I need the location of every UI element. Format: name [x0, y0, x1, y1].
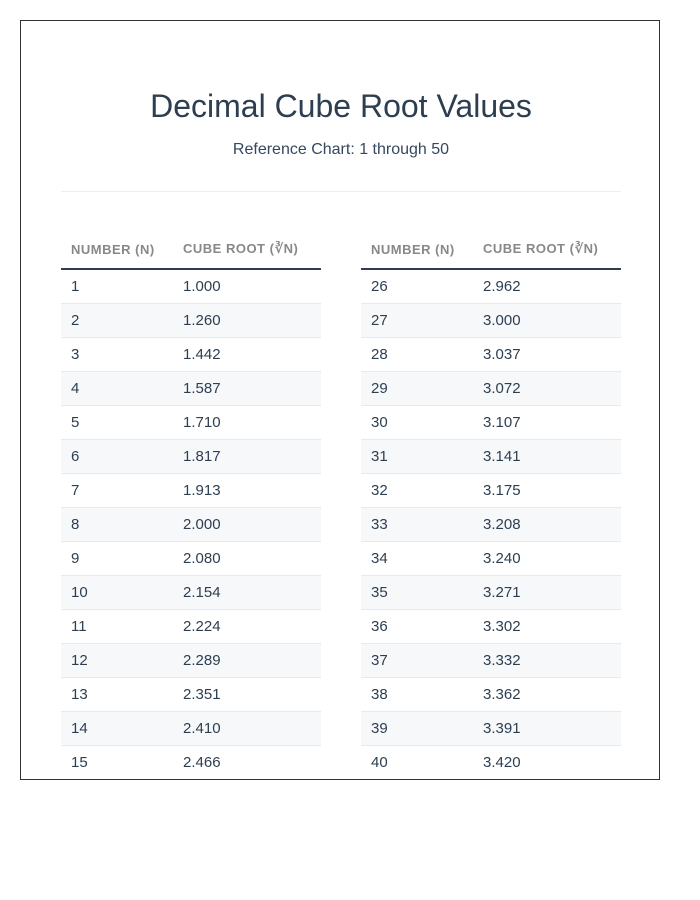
- table-row: [361, 337, 621, 371]
- table-header-row: [361, 230, 621, 269]
- table-row: [61, 677, 321, 711]
- cell-cube-root: 2.410: [173, 711, 321, 745]
- cell-cube-root: 2.466: [173, 745, 321, 779]
- cell-number: 29: [361, 371, 473, 405]
- page-title: Decimal Cube Root Values: [150, 88, 532, 124]
- cell-number: 31: [361, 439, 473, 473]
- cell-cube-root: 1.710: [173, 405, 321, 439]
- cell-number: 26: [361, 269, 473, 303]
- column-header-cube-root: CUBE ROOT (∛N): [173, 230, 321, 269]
- table-row: [61, 303, 321, 337]
- cell-cube-root: 1.817: [173, 439, 321, 473]
- table-row: [361, 643, 621, 677]
- table-row: [61, 711, 321, 745]
- table-row: [61, 405, 321, 439]
- cell-cube-root: 3.420: [473, 745, 621, 779]
- cell-number: 12: [61, 643, 173, 677]
- cell-cube-root: 3.037: [473, 337, 621, 371]
- cell-number: 34: [361, 541, 473, 575]
- cell-number: 11: [61, 609, 173, 643]
- table-row: [361, 473, 621, 507]
- table-row: [361, 541, 621, 575]
- table-row: [61, 371, 321, 405]
- table-body-left: [61, 269, 321, 779]
- table-row: [361, 405, 621, 439]
- cell-cube-root: 2.351: [173, 677, 321, 711]
- table-row: [361, 269, 621, 303]
- cell-cube-root: 3.302: [473, 609, 621, 643]
- table-row: [361, 371, 621, 405]
- cell-cube-root: 3.175: [473, 473, 621, 507]
- column-header-number: NUMBER (N): [61, 230, 173, 269]
- cell-cube-root: 1.442: [173, 337, 321, 371]
- cell-number: 3: [61, 337, 173, 371]
- cell-number: 39: [361, 711, 473, 745]
- cell-cube-root: 3.332: [473, 643, 621, 677]
- cell-cube-root: 2.154: [173, 575, 321, 609]
- cell-cube-root: 3.208: [473, 507, 621, 541]
- cell-number: 8: [61, 507, 173, 541]
- table-row: [61, 745, 321, 779]
- cell-number: 33: [361, 507, 473, 541]
- cell-number: 35: [361, 575, 473, 609]
- cell-cube-root: 2.289: [173, 643, 321, 677]
- table-row: [61, 439, 321, 473]
- cell-cube-root: 3.141: [473, 439, 621, 473]
- cell-cube-root: 3.391: [473, 711, 621, 745]
- table-row: [61, 337, 321, 371]
- cell-cube-root: 3.271: [473, 575, 621, 609]
- cell-number: 37: [361, 643, 473, 677]
- cell-number: 28: [361, 337, 473, 371]
- table-row: [361, 677, 621, 711]
- table-row: [61, 473, 321, 507]
- page-subtitle: Reference Chart: 1 through 50: [232, 141, 450, 158]
- table-row: [61, 575, 321, 609]
- cell-cube-root: 1.587: [173, 371, 321, 405]
- column-header-cube-root: CUBE ROOT (∛N): [473, 230, 621, 269]
- table-row: [61, 507, 321, 541]
- cell-number: 36: [361, 609, 473, 643]
- table-row: [361, 439, 621, 473]
- table-row: [361, 575, 621, 609]
- table-row: [361, 609, 621, 643]
- table-row: [361, 745, 621, 779]
- cell-cube-root: 3.240: [473, 541, 621, 575]
- table-row: [61, 609, 321, 643]
- cell-cube-root: 1.260: [173, 303, 321, 337]
- cell-number: 7: [61, 473, 173, 507]
- cell-number: 4: [61, 371, 173, 405]
- cube-root-table-left: [61, 230, 321, 780]
- cell-cube-root: 2.962: [473, 269, 621, 303]
- cell-number: 30: [361, 405, 473, 439]
- cell-number: 27: [361, 303, 473, 337]
- cell-cube-root: 2.080: [173, 541, 321, 575]
- cell-number: 15: [61, 745, 173, 779]
- table-row: [61, 269, 321, 303]
- cube-root-table-right: [361, 230, 621, 780]
- cell-cube-root: 3.072: [473, 371, 621, 405]
- cell-number: 9: [61, 541, 173, 575]
- table-row: [61, 643, 321, 677]
- cell-number: 32: [361, 473, 473, 507]
- cell-number: 6: [61, 439, 173, 473]
- cell-number: 40: [361, 745, 473, 779]
- cell-cube-root: 2.224: [173, 609, 321, 643]
- tables-container: [61, 230, 621, 780]
- table-row: [361, 303, 621, 337]
- table-row: [361, 507, 621, 541]
- cell-cube-root: 3.000: [473, 303, 621, 337]
- table-body-right: [361, 269, 621, 779]
- cell-number: 1: [61, 269, 173, 303]
- page-content: [61, 20, 621, 780]
- cell-cube-root: 3.107: [473, 405, 621, 439]
- table-row: [61, 541, 321, 575]
- header-divider: [61, 191, 621, 192]
- table-header-row: [61, 230, 321, 269]
- cell-number: 5: [61, 405, 173, 439]
- table-row: [361, 711, 621, 745]
- cell-cube-root: 1.913: [173, 473, 321, 507]
- cell-cube-root: 3.362: [473, 677, 621, 711]
- cell-number: 14: [61, 711, 173, 745]
- cell-number: 2: [61, 303, 173, 337]
- cell-cube-root: 1.000: [173, 269, 321, 303]
- column-header-number: NUMBER (N): [361, 230, 473, 269]
- cell-cube-root: 2.000: [173, 507, 321, 541]
- cell-number: 10: [61, 575, 173, 609]
- cell-number: 38: [361, 677, 473, 711]
- cell-number: 13: [61, 677, 173, 711]
